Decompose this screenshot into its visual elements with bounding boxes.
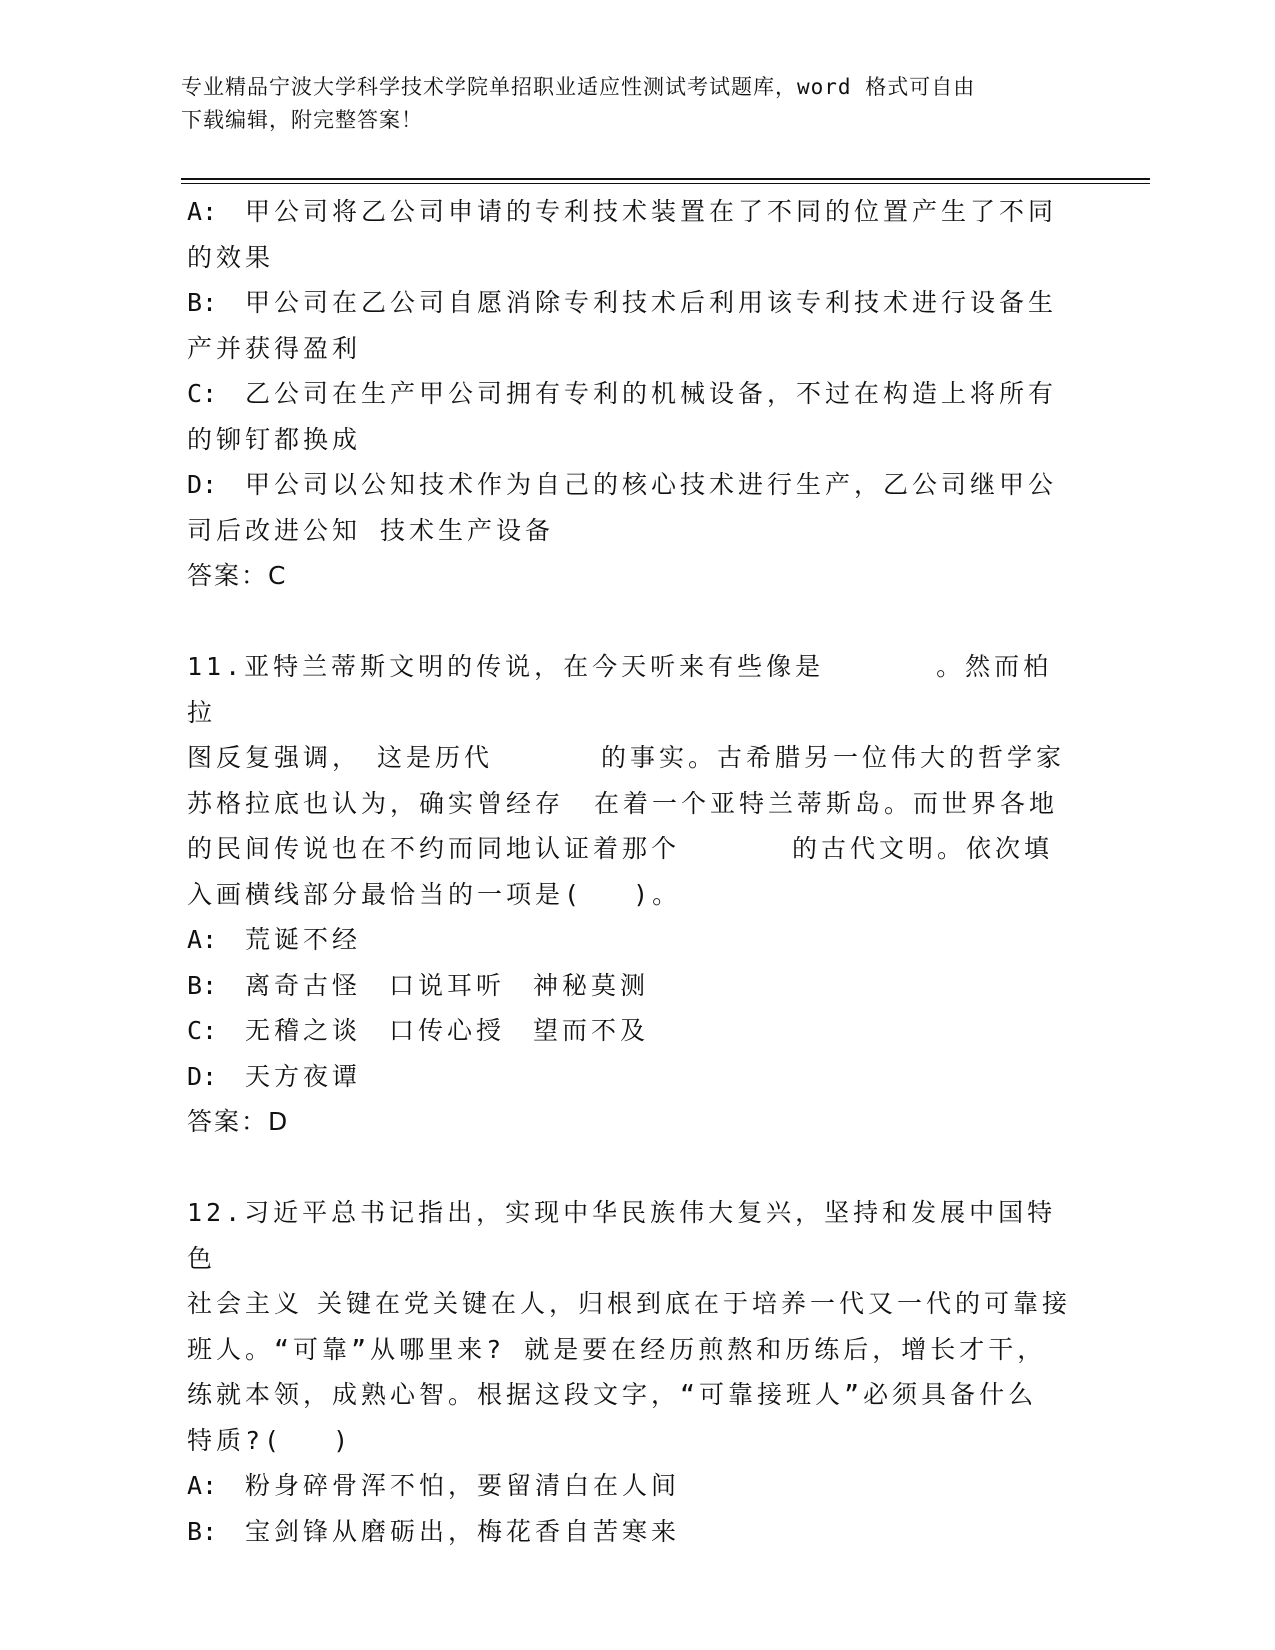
option-text-line2: 的效果 (187, 242, 275, 272)
q11-text: )。 (633, 879, 682, 909)
option-letter: D: (187, 470, 218, 499)
q11-text: 苏格拉底也认为，确实曾经存 (187, 788, 565, 818)
q12-line-3: 班人。“可靠”从哪里来? 就是要在经历煎熬和历练后，增长才干， (187, 1334, 1047, 1364)
page-header (181, 71, 1061, 137)
q10-option-a (187, 189, 1077, 280)
q11-line-3 (187, 781, 1077, 827)
option-letter: D: (187, 1061, 218, 1091)
q12-text: 特质?( (187, 1425, 284, 1455)
q11-text: 在着一个亚特兰蒂斯岛。而世界各地 (594, 788, 1059, 818)
q11-option-b (187, 963, 1077, 1009)
q11-line-4 (187, 826, 1077, 872)
q11-question (187, 644, 1077, 917)
option-letter: A: (187, 197, 218, 226)
option-text: 宝剑锋从磨砺出，梅花香自苦寒来 (245, 1516, 681, 1546)
q11-text: 。然而柏拉 (187, 652, 1053, 727)
q12-line-4: 练就本领，成熟心智。根据这段文字，“可靠接班人”必须具备什么 (187, 1380, 1038, 1409)
q12-text: ) (333, 1425, 353, 1455)
question-content (187, 189, 1077, 1554)
option-text-line1: 甲公司在乙公司自愿消除专利技术后利用该专利技术进行设备生 (245, 288, 1058, 317)
q12-option-b (187, 1509, 1077, 1555)
q11-text: 的民间传说也在不约而同地认证着那个 (187, 834, 681, 863)
option-letter: C: (187, 379, 218, 408)
option-part: 望而不及 (533, 1016, 650, 1045)
option-text: 天方夜谭 (245, 1061, 362, 1091)
option-letter: A: (187, 925, 218, 954)
q12-text: 社会主义 (187, 1289, 304, 1318)
option-text-line2: 产并获得盈利 (187, 333, 362, 363)
q11-text: 的事实。古希腊另一位伟大的哲学家 (601, 743, 1066, 772)
q12-text: 关键在党关键在人，归根到底在于培养一代又一代的可靠接 (317, 1289, 1072, 1318)
option-text (245, 1008, 1077, 1054)
option-letter: B: (187, 970, 218, 1000)
option-part: 离奇古怪 (245, 970, 362, 1000)
option-letter: B: (187, 1516, 218, 1546)
option-text-line1: 甲公司将乙公司申请的专利技术装置在了不同的位置产生了不同 (245, 197, 1058, 226)
header-divider-thick (181, 178, 1150, 180)
q12-line-1: 12.习近平总书记指出，实现中华民族伟大复兴，坚持和发展中国特色 (187, 1198, 1057, 1273)
q12-question (187, 1190, 1077, 1463)
q11-text: 11.亚特兰蒂斯文明的传说，在今天听来有些像是 (187, 652, 825, 681)
q10-option-b (187, 280, 1077, 371)
q11-option-c (187, 1008, 1077, 1054)
option-text-line1: 甲公司以公知技术作为自己的核心技术进行生产，乙公司继甲公 (245, 470, 1058, 499)
q10-answer: 答案：C (187, 561, 288, 590)
header-line-2: 下载编辑，附完整答案！ (181, 108, 423, 132)
header-line-1: 专业精品宁波大学科学技术学院单招职业适应性测试考试题库，word 格式可自由 (181, 75, 976, 99)
option-text-line2: 的铆钉都换成 (187, 424, 362, 454)
spacer (187, 599, 1077, 645)
option-part: 口说耳听 (389, 970, 506, 1000)
option-part: 无稽之谈 (245, 1016, 362, 1045)
q12-option-a (187, 1463, 1077, 1509)
q11-answer: 答案：D (187, 1107, 290, 1136)
q11-text: 的古代文明。依次填 (792, 834, 1054, 863)
q11-text: 这是历代 (377, 743, 494, 772)
q11-line-5 (187, 872, 1077, 918)
q12-line-2 (187, 1281, 1077, 1327)
q11-text: 入画横线部分最恰当的一项是( (187, 879, 584, 909)
q11-option-a (187, 917, 1077, 963)
option-text (245, 963, 1077, 1009)
q11-option-d (187, 1054, 1077, 1100)
option-part: 神秘莫测 (533, 970, 650, 1000)
spacer (187, 1145, 1077, 1191)
q11-text: 图反复强调， (187, 743, 362, 772)
option-text: 粉身碎骨浑不怕，要留清白在人间 (245, 1471, 681, 1500)
option-part: 口传心授 (389, 1016, 506, 1045)
q10-option-d (187, 462, 1077, 553)
header-divider-thin (181, 183, 1150, 184)
option-text: 荒诞不经 (245, 925, 362, 954)
option-letter: A: (187, 1471, 218, 1500)
q11-line-2 (187, 735, 1077, 781)
q11-line-1 (187, 644, 1077, 735)
q10-option-c (187, 371, 1077, 462)
option-letter: C: (187, 1016, 218, 1045)
option-text-line1: 乙公司在生产甲公司拥有专利的机械设备，不过在构造上将所有 (245, 379, 1058, 408)
option-text-line2: 司后改进公知 技术生产设备 (187, 515, 555, 545)
option-letter: B: (187, 288, 218, 317)
q12-line-5 (187, 1418, 1077, 1464)
